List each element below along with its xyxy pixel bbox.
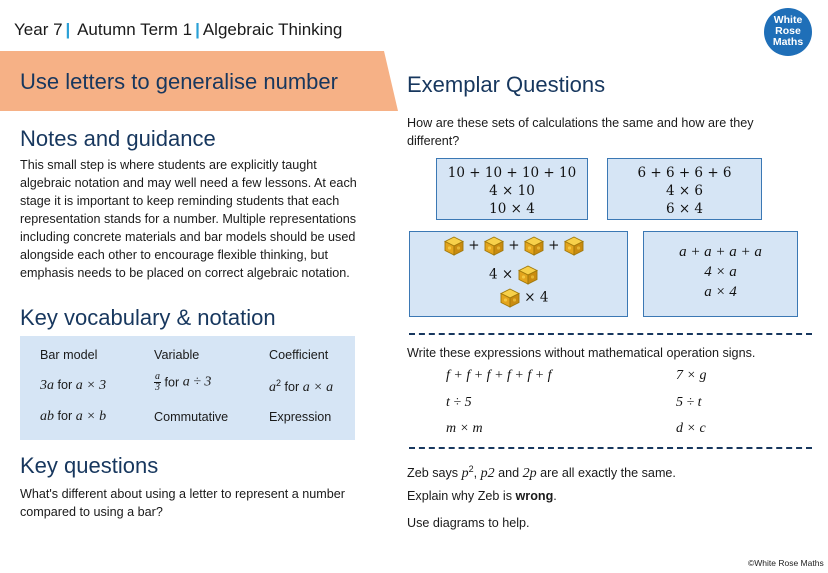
key-questions-heading: Key questions <box>20 453 159 478</box>
expression-6: d × c <box>676 421 706 436</box>
q4-bold: wrong <box>515 489 554 503</box>
q3-text: Zeb says <box>407 466 459 481</box>
cube-sum-line <box>444 236 604 256</box>
expression-1: f + f + f + f + f + f <box>446 368 552 383</box>
cube-icon <box>444 236 464 256</box>
vocab-3a-notation <box>40 378 106 394</box>
cube-times-line-1 <box>489 265 538 285</box>
vocab-ab: ab <box>40 409 54 424</box>
expression-2: 7 × g <box>676 368 707 383</box>
notes-text: This small step is where students are explicitly taught algebraic notation and may well need a few lessons. At each stage it is important to keep reminding students that each representation stands for a number. Multiple representations including concrete materials and bar models should be used alongside each other to encourage flexible thinking, but emphasis needs to be placed on correct algebraic notation. <box>20 158 357 280</box>
calc-line: 4 × 6 <box>665 183 704 199</box>
calc-line: 6 × 4 <box>665 201 704 217</box>
q3-rest: are all exactly the same. <box>536 466 676 481</box>
vocab-a-times-b: a × b <box>75 409 107 424</box>
vocab-exp: 2 <box>276 378 282 388</box>
page-title: Use letters to generalise number <box>20 69 338 94</box>
white-rose-maths-logo <box>764 8 812 56</box>
vocab-coefficient: Coefficient <box>269 348 329 362</box>
vocab-3a: 3a <box>40 378 54 393</box>
expression-4: 5 ÷ t <box>676 395 702 410</box>
calc-box-tens <box>436 158 588 220</box>
question-3 <box>407 460 676 483</box>
vocab-a-div-3: a ÷ 3 <box>182 374 212 390</box>
calc-box-sixes <box>607 158 762 220</box>
algebra-line: a + a + a + a <box>679 244 762 260</box>
cube-times-line-2 <box>500 288 549 308</box>
vocab-fraction-notation <box>154 372 211 393</box>
question-2: Write these expressions without mathematical operation signs. <box>407 346 756 360</box>
q3-2p: 2p <box>522 466 537 482</box>
vocab-a: a <box>269 380 276 396</box>
vocab-for: for <box>164 375 180 390</box>
header-unit: Algebraic Thinking <box>202 20 343 39</box>
q4-text: Explain why Zeb is <box>407 489 516 503</box>
q4-period: . <box>553 489 557 503</box>
copyright: ©White Rose Maths <box>748 558 824 568</box>
exemplar-heading: Exemplar Questions <box>407 72 606 97</box>
plus-sign: + <box>468 237 480 254</box>
cube-icon <box>484 236 504 256</box>
vocab-commutative: Commutative <box>154 410 229 424</box>
cube-icon <box>518 265 538 285</box>
algebra-line: a × 4 <box>704 284 737 300</box>
calc-box-algebra <box>643 231 798 317</box>
question-1: How are these sets of calculations the same and how are they different? <box>407 116 754 148</box>
header-year: Year 7 <box>14 20 63 39</box>
cube-icon <box>524 236 544 256</box>
question-4 <box>407 487 557 505</box>
times-four: × 4 <box>524 289 549 306</box>
dashed-divider <box>409 333 812 335</box>
vocab-bar-model: Bar model <box>40 348 98 362</box>
q3-p2: p2 <box>480 466 495 482</box>
logo-line-2: Rose <box>775 25 801 37</box>
cube-icon <box>564 236 584 256</box>
calc-line: 4 × 10 <box>489 183 535 199</box>
vocab-for: for <box>57 409 73 423</box>
header-term: Autumn Term 1 <box>77 20 193 39</box>
vocab-a-times-3: a × 3 <box>75 378 107 393</box>
plus-sign: + <box>548 237 560 254</box>
four-times: 4 × <box>489 266 514 283</box>
expression-3: t ÷ 5 <box>446 395 472 410</box>
vocab-ab-notation <box>40 409 106 425</box>
q3-p: p <box>461 466 469 482</box>
vocab-fraction-num: a <box>155 371 160 382</box>
vocab-for: for <box>284 380 300 395</box>
expression-5: m × m <box>446 421 483 436</box>
key-questions-text: What's different about using a letter to represent a number compared to using a bar? <box>20 487 345 519</box>
calc-line: 10 × 4 <box>489 201 535 217</box>
calc-box-cubes <box>409 231 628 317</box>
calc-line: 6 + 6 + 6 + 6 <box>637 165 732 181</box>
algebra-line: 4 × a <box>704 264 737 280</box>
vocab-a-times-a: a × a <box>302 380 334 396</box>
vocab-fraction-den: 3 <box>155 382 160 393</box>
q3-and: and <box>494 466 523 481</box>
vocab-box <box>20 336 355 440</box>
vocab-for: for <box>57 378 73 392</box>
vocab-heading: Key vocabulary & notation <box>20 305 276 330</box>
dashed-divider <box>409 447 812 449</box>
logo-line-3: Maths <box>772 36 804 48</box>
vocab-variable: Variable <box>154 348 200 362</box>
plus-sign: + <box>508 237 520 254</box>
title-banner <box>0 51 398 111</box>
vocab-expression: Expression <box>269 410 332 424</box>
logo-line-1: White <box>773 14 803 26</box>
question-5: Use diagrams to help. <box>407 516 530 530</box>
q3-comma: , <box>473 466 481 481</box>
header-breadcrumb: Year 7 | Autumn Term 1 | Algebraic Thinking <box>14 20 343 39</box>
calc-line: 10 + 10 + 10 + 10 <box>447 165 577 181</box>
vocab-square-notation <box>269 378 333 396</box>
q3-exp: 2 <box>468 464 474 474</box>
notes-heading: Notes and guidance <box>20 126 216 151</box>
cube-icon <box>500 288 520 308</box>
vocab-fraction <box>154 372 161 393</box>
